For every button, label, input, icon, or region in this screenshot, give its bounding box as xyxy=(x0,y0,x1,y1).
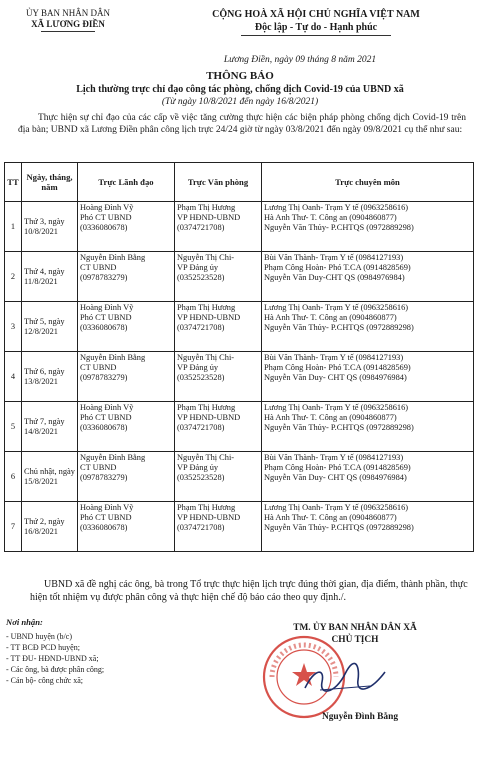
agency-line-2: XÃ LƯƠNG ĐIỀN xyxy=(31,19,105,29)
office-line: Nguyễn Thị Chi- xyxy=(177,453,235,462)
leader-line: Hoàng Đình Vỹ xyxy=(80,303,134,312)
row-expert xyxy=(262,502,474,552)
leader-line: Hoàng Đình Vỹ xyxy=(80,503,134,512)
expert-line: Lương Thị Oanh- Trạm Y tế (0963258616) xyxy=(264,403,409,412)
office-line: Phạm Thị Hương xyxy=(177,503,236,512)
office-line: VP HĐND-UBND xyxy=(177,313,241,322)
expert-line: Nguyễn Văn Duy- CHT QS (0984976984) xyxy=(264,373,407,382)
leader-line: (0336080678) xyxy=(80,423,128,432)
motto-underline xyxy=(241,35,391,36)
office-line: Phạm Thị Hương xyxy=(177,203,236,212)
expert-line: Nguyễn Văn Thủy- P.CHTQS (0972889298) xyxy=(264,523,414,532)
issuing-agency xyxy=(8,8,128,32)
row-office xyxy=(175,452,262,502)
office-line: VP HĐND-UBND xyxy=(177,213,241,222)
table-row xyxy=(5,252,474,302)
expert-line: Nguyễn Văn Thủy- P.CHTQS (0972889298) xyxy=(264,423,414,432)
table-row xyxy=(5,202,474,252)
row-leader xyxy=(78,452,175,502)
expert-line: Lương Thị Oanh- Trạm Y tế (0963258616) xyxy=(264,303,409,312)
row-date: Thứ 4, ngày 11/8/2021 xyxy=(22,252,78,302)
office-line: Phạm Thị Hương xyxy=(177,303,236,312)
leader-line: (0978783279) xyxy=(80,373,128,382)
row-leader xyxy=(78,502,175,552)
header-office: Trực Văn phòng xyxy=(175,163,262,202)
table-row xyxy=(5,402,474,452)
header-date: Ngày, tháng, năm xyxy=(22,163,78,202)
recipients-heading: Nơi nhận: xyxy=(6,617,43,627)
document-title: THÔNG BÁO xyxy=(206,70,274,82)
row-expert xyxy=(262,252,474,302)
row-expert xyxy=(262,202,474,252)
motto: Độc lập - Tự do - Hạnh phúc xyxy=(254,22,378,33)
leader-line: Nguyễn Đình Bằng xyxy=(80,353,146,362)
table-row xyxy=(5,352,474,402)
row-number: 3 xyxy=(5,302,22,352)
row-office xyxy=(175,352,262,402)
row-leader xyxy=(78,352,175,402)
expert-line: Bùi Văn Thành- Trạm Y tế (0984127193) xyxy=(264,453,404,462)
leader-line: Phó CT UBND xyxy=(80,513,132,522)
recipient-item: - Cán bộ- công chức xã; xyxy=(6,676,83,685)
office-line: (0374721708) xyxy=(177,523,225,532)
row-date: Thứ 6, ngày 13/8/2021 xyxy=(22,352,78,402)
row-leader xyxy=(78,402,175,452)
row-number: 2 xyxy=(5,252,22,302)
row-date: Thứ 5, ngày 12/8/2021 xyxy=(22,302,78,352)
office-line: (0374721708) xyxy=(177,323,225,332)
row-office xyxy=(175,502,262,552)
office-line: Phạm Thị Hương xyxy=(177,403,236,412)
office-line: (0352523528) xyxy=(177,373,225,382)
leader-line: Nguyễn Đình Bằng xyxy=(80,253,146,262)
expert-line: Lương Thị Oanh- Trạm Y tế (0963258616) xyxy=(264,203,409,212)
handwritten-signature xyxy=(300,660,390,700)
row-date: Thứ 3, ngày 10/8/2021 xyxy=(22,202,78,252)
table-row xyxy=(5,452,474,502)
leader-line: (0978783279) xyxy=(80,473,128,482)
office-line: (0374721708) xyxy=(177,423,225,432)
leader-line: (0978783279) xyxy=(80,273,128,282)
row-leader xyxy=(78,302,175,352)
expert-line: Bùi Văn Thành- Trạm Y tế (0984127193) xyxy=(264,353,404,362)
row-number: 5 xyxy=(5,402,22,452)
row-office xyxy=(175,202,262,252)
row-expert xyxy=(262,302,474,352)
expert-line: Nguyễn Văn Thủy- P.CHTQS (0972889298) xyxy=(264,223,414,232)
office-line: VP HĐND-UBND xyxy=(177,513,241,522)
expert-line: Lương Thị Oanh- Trạm Y tế (0963258616) xyxy=(264,503,409,512)
conclusion-paragraph: UBND xã đề nghị các ông, bà trong Tổ trực thực hiện lịch trực đúng thời gian, địa điểm, thành phần, thực hiện tốt nhiệm vụ được phân công và thực hiện chế độ báo cáo theo quy định./. xyxy=(30,579,468,603)
date-line: Lương Điền, ngày 09 tháng 8 năm 2021 xyxy=(223,55,377,65)
row-office xyxy=(175,402,262,452)
leader-line: (0336080678) xyxy=(80,223,128,232)
recipient-item: - TT ĐU- HĐND-UBND xã; xyxy=(6,654,99,663)
signature-position: CHỦ TỊCH xyxy=(331,635,379,645)
office-line: (0374721708) xyxy=(177,223,225,232)
signer-name: Nguyễn Đình Bằng xyxy=(321,712,399,722)
expert-line: Phạm Công Hoàn- Phó T.CA (0914828569) xyxy=(264,463,411,472)
expert-line: Phạm Công Hoàn- Phó T.CA (0914828569) xyxy=(264,263,411,272)
expert-line: Hà Anh Thư- T. Công an (0904860877) xyxy=(264,413,397,422)
signature-title: TM. ỦY BAN NHÂN DÂN XÃ xyxy=(293,623,417,633)
agency-underline xyxy=(41,31,95,32)
expert-line: Nguyễn Văn Duy- CHT QS (0984976984) xyxy=(264,473,407,482)
expert-line: Nguyễn Văn Thủy- P.CHTQS (0972889298) xyxy=(264,323,414,332)
row-number: 7 xyxy=(5,502,22,552)
nation-name: CỘNG HOÀ XÃ HỘI CHỦ NGHĨA VIỆT NAM xyxy=(212,9,420,20)
row-expert xyxy=(262,402,474,452)
row-leader xyxy=(78,202,175,252)
table-row xyxy=(5,302,474,352)
expert-line: Hà Anh Thư- T. Công an (0904860877) xyxy=(264,213,397,222)
leader-line: (0336080678) xyxy=(80,523,128,532)
header-tt: TT xyxy=(5,163,22,202)
national-header xyxy=(160,8,472,36)
row-office xyxy=(175,302,262,352)
leader-line: Phó CT UBND xyxy=(80,213,132,222)
leader-line: Phó CT UBND xyxy=(80,313,132,322)
office-line: (0352523528) xyxy=(177,473,225,482)
row-date: Thứ 2, ngày 16/8/2021 xyxy=(22,502,78,552)
office-line: VP HĐND-UBND xyxy=(177,413,241,422)
recipient-item: - TT BCĐ PCD huyện; xyxy=(6,643,80,652)
recipient-item: - Các ông, bà được phân công; xyxy=(6,665,105,674)
intro-paragraph: Thực hiện sự chỉ đạo của các cấp về việc tăng cường thực hiện các biện pháp phòng chống dịch Covid-19 trên địa bàn; UBND xã Lương Điền phân công lịch trực 24/24 giờ từ ngày 03/8/2021 đến ngày 09/8/2021 cụ thể như sau: xyxy=(18,113,466,135)
leader-line: Hoàng Đình Vỹ xyxy=(80,403,134,412)
expert-line: Bùi Văn Thành- Trạm Y tế (0984127193) xyxy=(264,253,404,262)
office-line: VP Đảng ủy xyxy=(177,263,219,272)
document-subtitle: Lịch thường trực chỉ đạo công tác phòng, chống dịch Covid-19 của UBND xã xyxy=(76,84,404,95)
row-date: Chủ nhật, ngày 15/8/2021 xyxy=(22,452,78,502)
table-body xyxy=(5,202,474,552)
expert-line: Hà Anh Thư- T. Công an (0904860877) xyxy=(264,513,397,522)
row-number: 6 xyxy=(5,452,22,502)
date-range: (Từ ngày 10/8/2021 đến ngày 16/8/2021) xyxy=(161,97,319,107)
row-number: 1 xyxy=(5,202,22,252)
office-line: VP Đảng ủy xyxy=(177,363,219,372)
table-row xyxy=(5,502,474,552)
expert-line: Hà Anh Thư- T. Công an (0904860877) xyxy=(264,313,397,322)
table-header-row xyxy=(5,163,474,202)
row-expert xyxy=(262,352,474,402)
office-line: VP Đảng ủy xyxy=(177,463,219,472)
leader-line: (0336080678) xyxy=(80,323,128,332)
header-leader: Trực Lãnh đạo xyxy=(78,163,175,202)
expert-line: Nguyễn Văn Duy-CHT QS (0984976984) xyxy=(264,273,405,282)
recipient-item: - UBND huyện (b/c) xyxy=(6,632,72,641)
duty-schedule-table xyxy=(4,162,474,552)
row-expert xyxy=(262,452,474,502)
row-number: 4 xyxy=(5,352,22,402)
leader-line: CT UBND xyxy=(80,263,117,272)
agency-line-1: ỦY BAN NHÂN DÂN xyxy=(26,8,110,18)
recipients-block xyxy=(6,617,206,686)
leader-line: Nguyễn Đình Bằng xyxy=(80,453,146,462)
leader-line: Hoàng Đình Vỹ xyxy=(80,203,134,212)
row-office xyxy=(175,252,262,302)
header-expert: Trực chuyên môn xyxy=(262,163,474,202)
row-leader xyxy=(78,252,175,302)
row-date: Thứ 7, ngày 14/8/2021 xyxy=(22,402,78,452)
expert-line: Phạm Công Hoàn- Phó T.CA (0914828569) xyxy=(264,363,411,372)
office-line: Nguyễn Thị Chi- xyxy=(177,253,235,262)
leader-line: CT UBND xyxy=(80,363,117,372)
office-line: Nguyễn Thị Chi- xyxy=(177,353,235,362)
office-line: (0352523528) xyxy=(177,273,225,282)
leader-line: CT UBND xyxy=(80,463,117,472)
leader-line: Phó CT UBND xyxy=(80,413,132,422)
